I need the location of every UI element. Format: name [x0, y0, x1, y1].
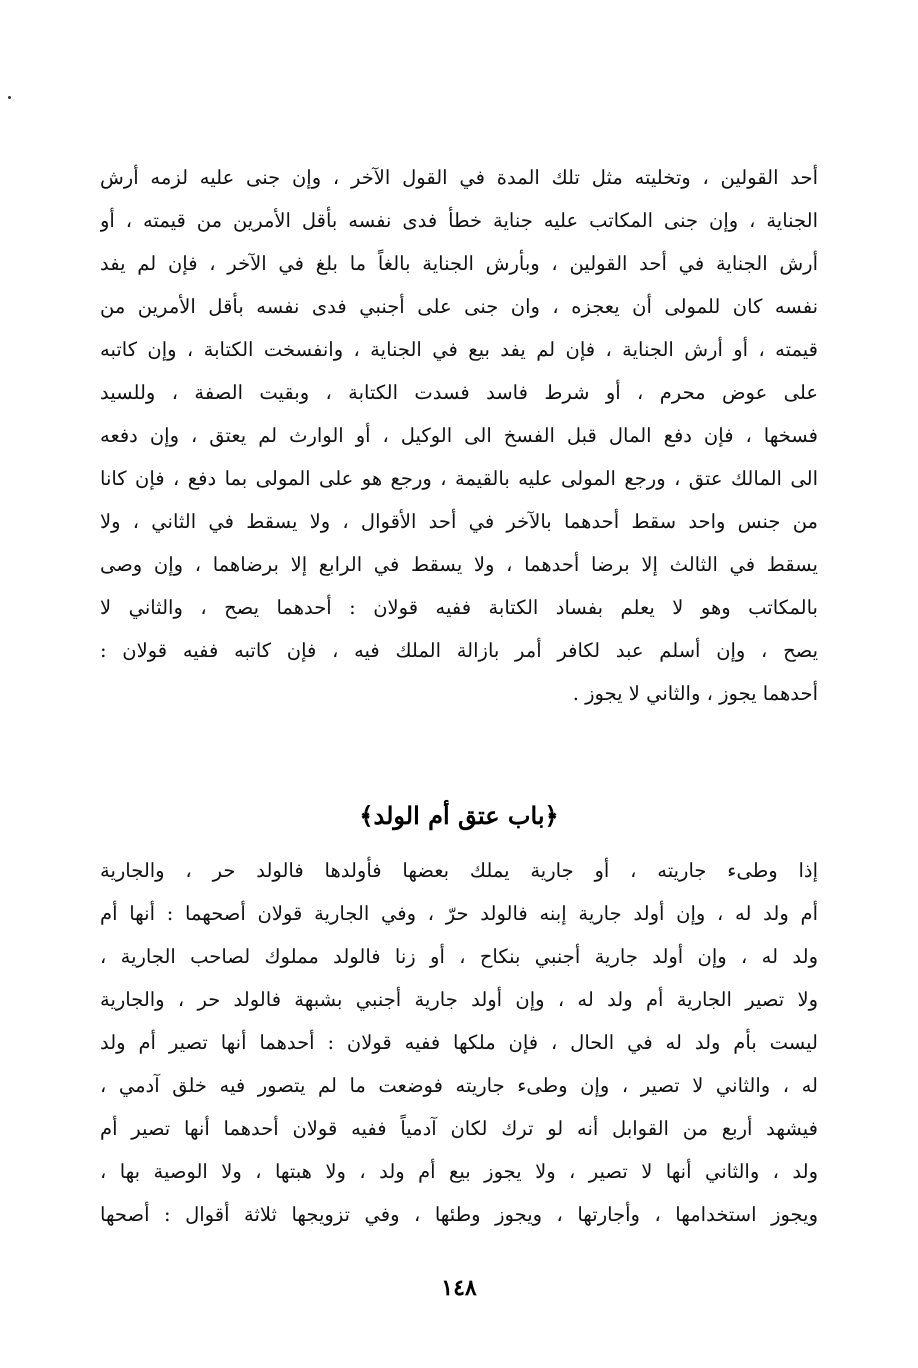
- text-line: ولا تصير الجارية أم ولد له ، وإن أولد جارية أجنبي بشبهة فالولد حر ، والجارية: [100, 988, 818, 1011]
- text-line: الى المالك عتق ، ورجع المولى عليه بالقيمة ، ورجع هو على المولى بما دفع ، فإن كانا: [100, 467, 818, 490]
- text-line: ويجوز استخدامها ، وأجارتها ، ويجوز وطئها ، وفي تزويجها ثلاثة أقوال : أصحها: [100, 1203, 818, 1226]
- paragraph-one: [100, 156, 818, 715]
- text-line: إذا وطىء جاريته ، أو جارية يملك بعضها فأولدها فالولد حر ، والجارية: [100, 859, 818, 882]
- text-line: أرش الجناية في أحد القولين ، وبأرش الجناية بالغاً ما بلغ في الآخر ، فإن لم يفد: [100, 252, 818, 275]
- text-line: قيمته ، أو أرش الجناية ، فإن لم يفد بيع في الجناية ، وانفسخت الكتابة ، وإن كاتبه: [100, 338, 818, 361]
- paragraph-two: [100, 849, 818, 1236]
- text-line: يصح ، وإن أسلم عبد لكافر أمر بازالة الملك فيه ، فإن كاتبه ففيه قولان :: [100, 639, 818, 662]
- text-line: ولد له ، وإن أولد جارية أجنبي بنكاح ، أو زنا فالولد مملوك لصاحب الجارية ،: [100, 945, 818, 968]
- text-line: يسقط في الثالث إلا برضا أحدهما ، ولا يسقط في الرابع إلا برضاهما ، وإن وصى: [100, 553, 818, 576]
- text-line: على عوض محرم ، أو شرط فاسد فسدت الكتابة ، وبقيت الصفة ، وللسيد: [100, 381, 818, 404]
- text-line: فيشهد أربع من القوابل أنه لو ترك لكان آدمياً ففيه قولان أحدهما أنها تصير أم: [100, 1117, 818, 1140]
- text-line: فسخها ، فإن دفع المال قبل الفسخ الى الوكيل ، أو الوارث لم يعتق ، وإن دفعه: [100, 424, 818, 447]
- section-heading: ﴿باب عتق أم الولد﴾: [359, 801, 559, 830]
- text-line: أحدهما يجوز ، والثاني لا يجوز .: [572, 682, 818, 705]
- text-line: له ، والثاني لا تصير ، وإن وطىء جاريته فوضعت ما لم يتصور فيه خلق آدمي ،: [100, 1074, 818, 1097]
- text-line: ليست بأم ولد له في الحال ، فإن ملكها ففيه قولان : أحدهما أنها تصير أم ولد: [100, 1031, 818, 1054]
- scan-speck: [8, 96, 11, 99]
- text-line: الجناية ، وإن جنى المكاتب عليه جناية خطأ فدى نفسه بأقل الأمرين من قيمته ، أو: [100, 209, 818, 232]
- text-line: من جنس واحد سقط أحدهما بالآخر في أحد الأقوال ، ولا يسقط في الثاني ، ولا: [100, 510, 818, 533]
- text-line: أم ولد له ، وإن أولد جارية إبنه فالولد حرّ ، وفي الجارية قولان أصحهما : أنها أم: [100, 902, 818, 925]
- text-line: بالمكاتب وهو لا يعلم بفساد الكتابة ففيه قولان : أحدهما يصح ، والثاني لا: [100, 596, 818, 619]
- text-line: نفسه كان للمولى أن يعجزه ، وان جنى على أجنبي فدى نفسه بأقل الأمرين من: [100, 295, 818, 318]
- text-line: ولد ، والثاني أنها لا تصير ، ولا يجوز بيع أم ولد ، ولا هبتها ، ولا الوصية بها ،: [100, 1160, 818, 1183]
- page-number: ١٤٨: [441, 1275, 477, 1301]
- text-line: أحد القولين ، وتخليته مثل تلك المدة في القول الآخر ، وإن جنى عليه لزمه أرش: [100, 166, 818, 189]
